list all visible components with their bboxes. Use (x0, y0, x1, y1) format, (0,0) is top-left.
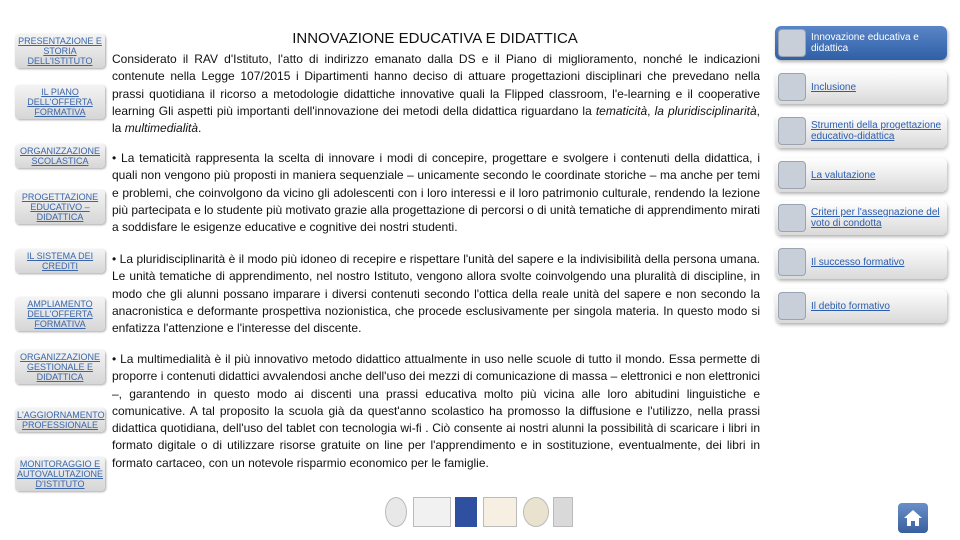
right-nav-label: La valutazione (811, 169, 876, 181)
right-nav-label: Innovazione educativa e didattica (811, 32, 919, 54)
intro-paragraph (112, 51, 760, 137)
partner-logo (483, 497, 517, 527)
left-nav-presentazione[interactable]: PRESENTAZIONE E STORIA DELL'ISTITUTO (15, 34, 105, 68)
intro-separator-2: , la (112, 103, 760, 136)
qr-logo (553, 497, 573, 527)
left-nav-piano-offerta[interactable]: IL PIANO DELL'OFFERTA FORMATIVA (15, 85, 105, 119)
right-nav-label: Strumenti della progettazione educativo-didattica (811, 120, 942, 142)
right-nav-thumbnail (778, 29, 806, 57)
bullet-multimedialita: • La multimedialità è il più innovativo metodo didattico attualmente in uso nelle scuole di tutto il mondo. Essa permette di proporre i contenuti didattici avvalendosi anche dell'uso dei mezzi di comunicazione di massa – elettronici e non elettronici –, garantendo in questo modo ai discenti una prassi educativa molto più vicina alle loro abitudini linguistiche e comunicative. A tal proposito la scuola già da quest'anno scolastico ha promosso la diffusione e l'utilizzo, nella prassi didattica quotidiana, dell'uso del tablet con tecnologia wi-fi . Ciò consente ai nostri alunni la possibilità di scaricare i libri in formato digitale o di utilizzare risorse gratuite on line per l'apprendimento e in sostituzione, eventualmente, dei libri in formato cartaceo, con un notevole risparmio economico per le famiglie. (112, 352, 760, 470)
seal-logo (523, 497, 549, 527)
bullet-tematicita: • La tematicità rappresenta la scelta di innovare i modi di concepire, progettare e svolgere i contenuti della didattica, i quali non vengono più proposti in maniera sequenziale – unicamente secondo le coordinate storiche – ma anche per temi e problemi, che coinvolgono da vicino gli adolescenti con i loro interessi e il loro patrimonio culturale, rendendo la lezione più partecipata e lo studente più motivato grazie alla progettazione di percorsi o di unità tematiche di apprendimento mirati a soddisfare le esigenze educative e cognitive dei nostri studenti. (112, 151, 760, 235)
left-nav-organizzazione-gestionale[interactable]: ORGANIZZAZIONE GESTIONALE E DIDATTICA (15, 350, 105, 384)
home-button[interactable] (898, 503, 928, 533)
right-nav-successo-formativo[interactable] (775, 245, 947, 279)
emblem-logo (385, 497, 407, 527)
right-nav-thumbnail (778, 161, 806, 189)
intro-text: Considerato il RAV d'Istituto, l'atto di indirizzo emanato dalla DS e il Piano di miglioramento, nonché le indicazioni contenute nella Legge 107/2015 i Dipartimenti hanno deciso di attuare progettazioni disciplinari che prevedano nella prassi quotidiana il ricorso a metodologie didattiche innovative quali la Flipped classroom, l'e-learning e il cooperative learning Gli aspetti più importanti dell'innovazione dei metodi della didattica riguardano la (112, 52, 760, 118)
bullet-pluridisciplinarita: • La pluridisciplinarità è il modo più idoneo di recepire e rispettare l'unità del sapere e la indivisibilità della persona umana. Le unità tematiche di apprendimento, nel nostro Istituto, vengono allora svolte coinvolgendo una pluralità di discipline, in modo che gli alunni possano imparare i diversi contenuti secondo l'ottica della reale unità del sapere e non secondo la anacronistica e deformante prospettiva nozionistica, che procede esclusivamente per singola materia. In questo modo si enfatizza l'attenzione e l'interesse del discente. (112, 252, 760, 336)
right-nav-label: Criteri per l'assegnazione del voto di condotta (811, 207, 940, 229)
left-nav-monitoraggio[interactable]: MONITORAGGIO E AUTOVALUTAZIONE D'ISTITUTO (17, 459, 104, 489)
page-title: INNOVAZIONE EDUCATIVA E DIDATTICA (292, 30, 578, 47)
left-nav-aggiornamento[interactable]: L'AGGIORNAMENTO PROFESSIONALE (17, 410, 105, 430)
school-logo (413, 497, 451, 527)
right-nav-thumbnail (778, 73, 806, 101)
right-nav-thumbnail (778, 292, 806, 320)
right-nav-strumenti[interactable] (775, 114, 947, 148)
left-nav-progettazione[interactable]: PROGETTAZIONE EDUCATIVO – DIDATTICA (15, 190, 105, 224)
intro-term-pluridisciplinarita: la pluridisciplinarità (654, 103, 757, 118)
left-nav-organizzazione-scolastica[interactable]: ORGANIZZAZIONE SCOLASTICA (15, 144, 105, 168)
intro-term-tematicita: tematicità (595, 103, 648, 118)
right-nav-label: Inclusione (811, 81, 857, 93)
intro-separator-1: , (647, 103, 655, 118)
right-nav-thumbnail (778, 248, 806, 276)
left-nav-sistema-crediti[interactable]: IL SISTEMA DEI CREDITI (15, 249, 105, 273)
right-nav-thumbnail (778, 117, 806, 145)
footer-logos (385, 495, 575, 535)
right-nav-inclusione[interactable] (775, 70, 947, 104)
right-nav-thumbnail (778, 204, 806, 232)
home-icon (898, 503, 928, 533)
right-nav-label: Il successo formativo (811, 256, 905, 268)
intro-term-multimedialita: multimedialità (124, 121, 199, 136)
eu-flag-logo (455, 497, 477, 527)
intro-end: . (198, 121, 202, 136)
right-nav-innovazione[interactable] (775, 26, 947, 60)
right-nav-valutazione[interactable] (775, 158, 947, 192)
right-nav-label: Il debito formativo (811, 300, 890, 312)
right-nav-criteri-condotta[interactable] (775, 201, 947, 235)
left-nav-ampliamento[interactable]: AMPLIAMENTO DELL'OFFERTA FORMATIVA (15, 297, 105, 331)
right-nav-debito-formativo[interactable] (775, 289, 947, 323)
